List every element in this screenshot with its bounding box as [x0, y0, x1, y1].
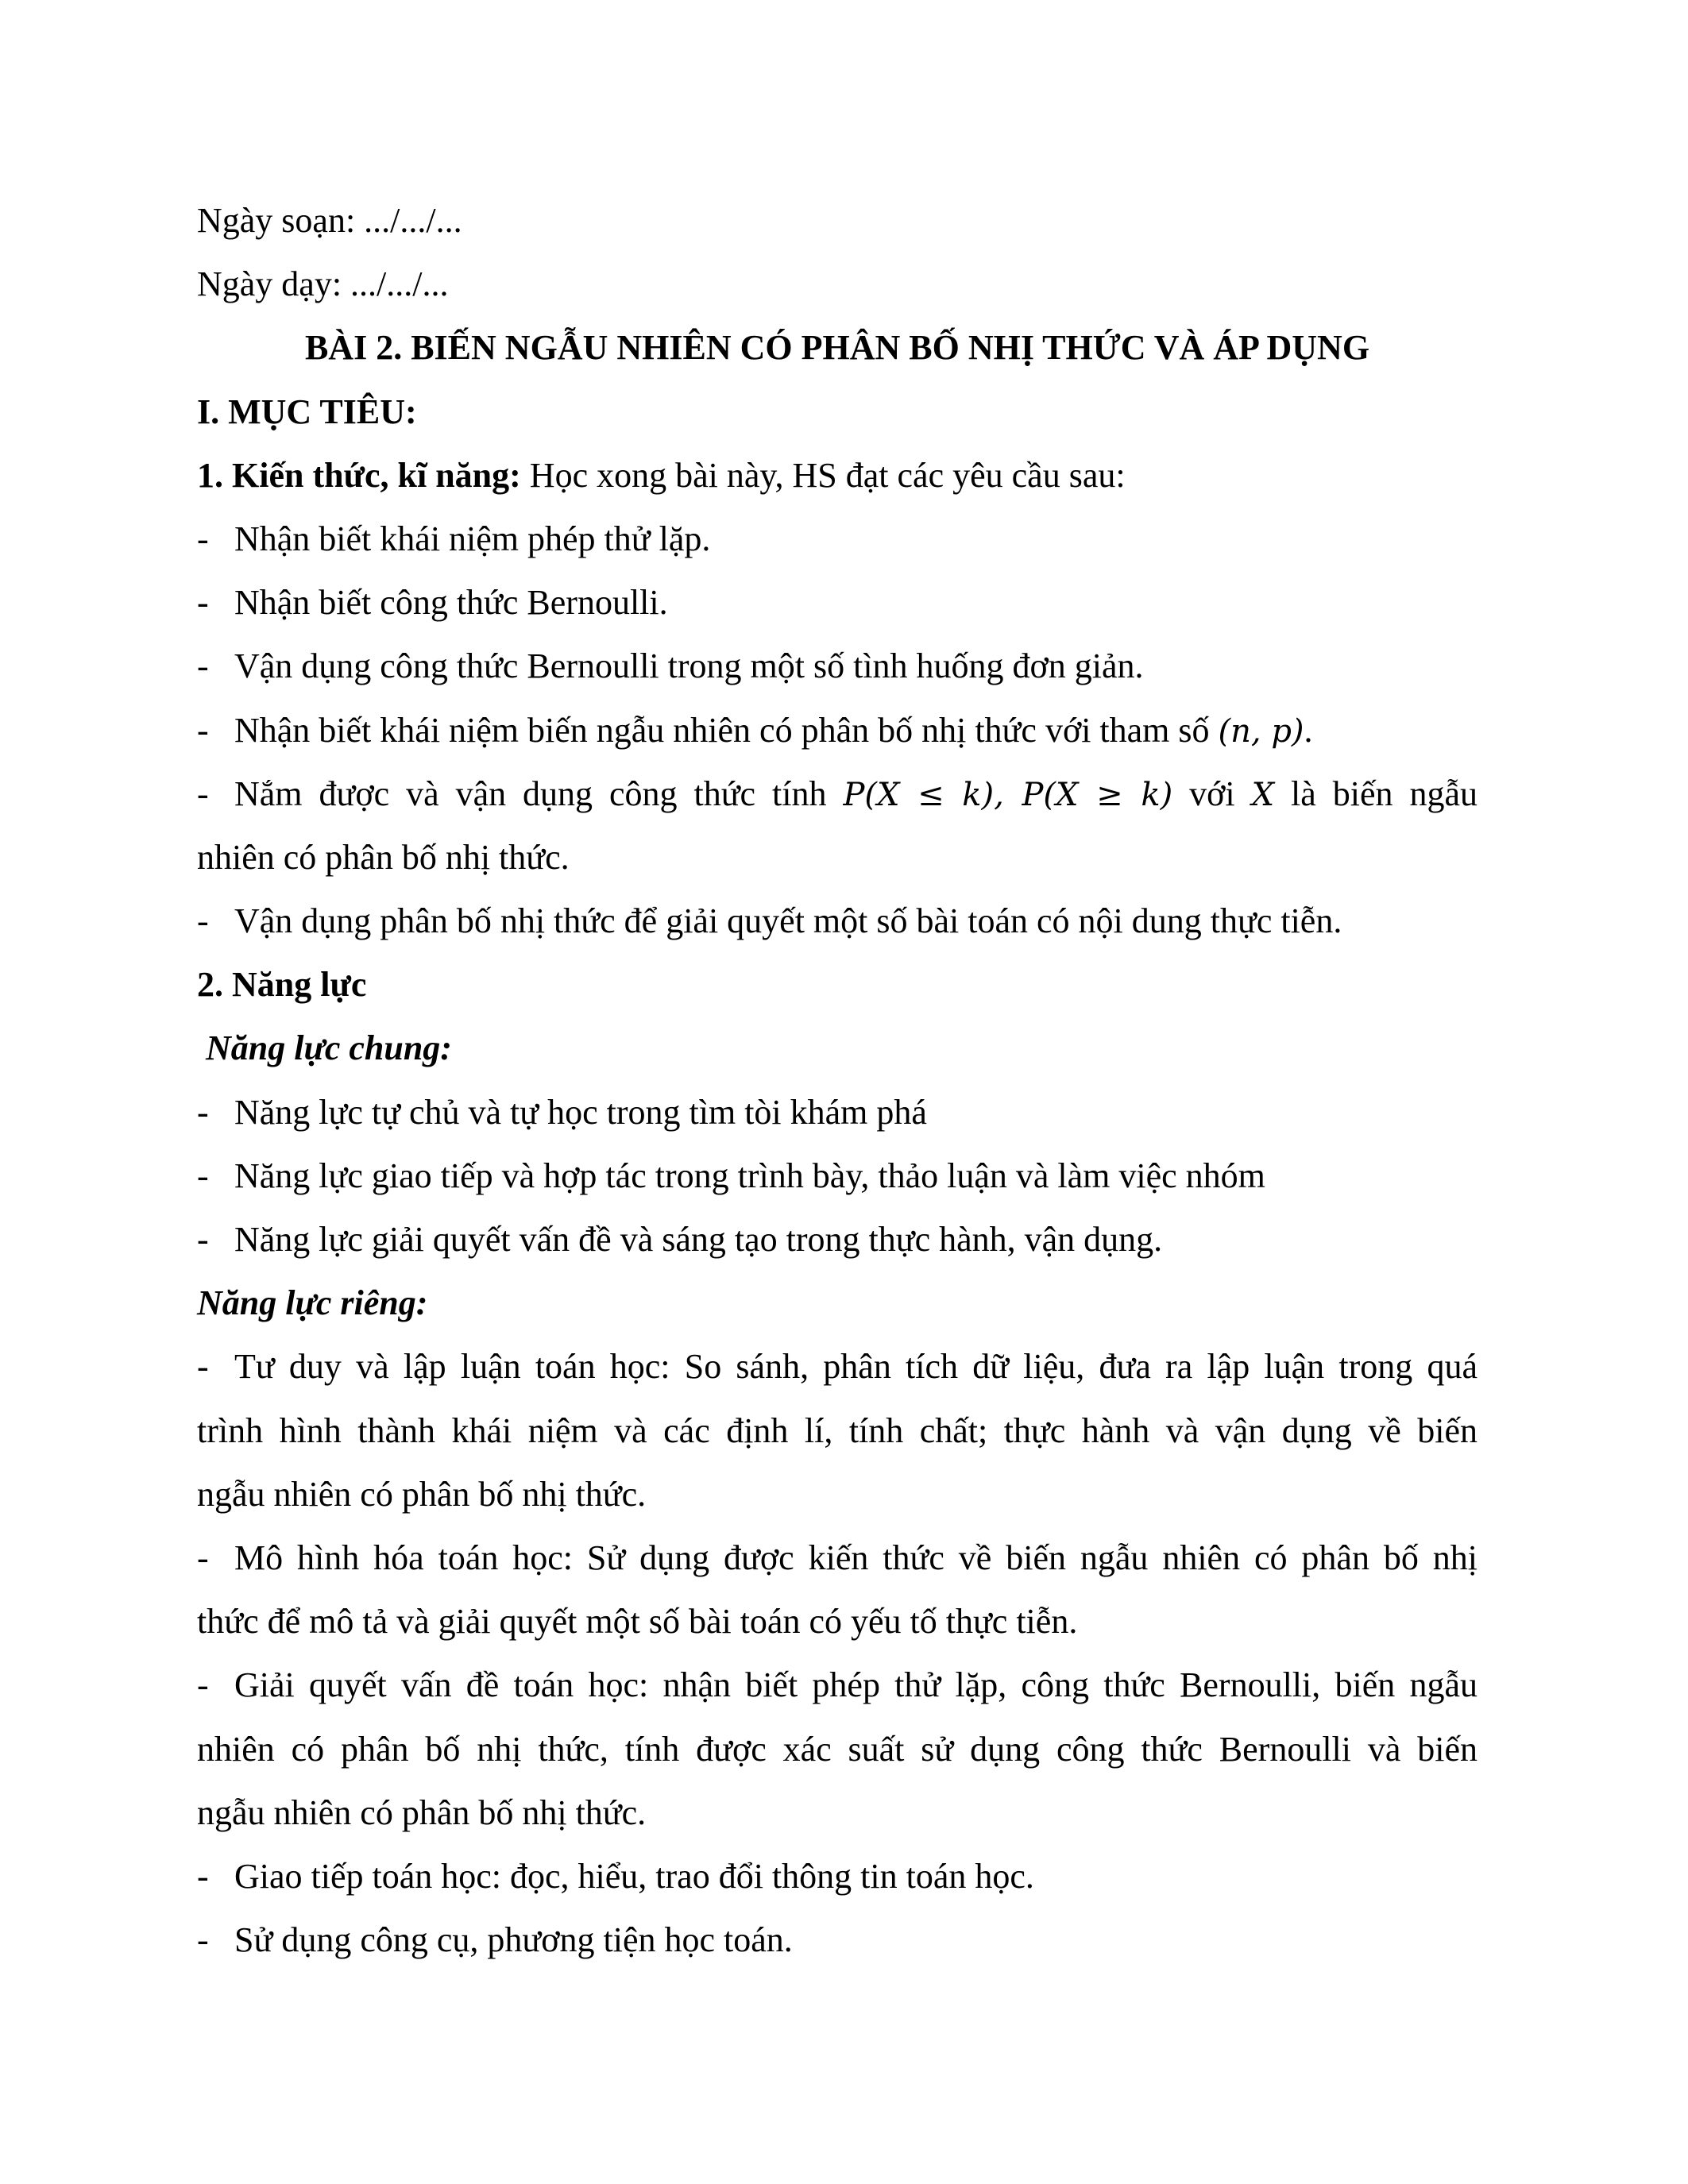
bullet-item: - Giải quyết vấn đề toán học: nhận biết phép thử lặp, công thức Bernoulli, biến ngẫu: [197, 1665, 1477, 1705]
bullet-item: - Năng lực tự chủ và tự học trong tìm tòi khám phá: [197, 1092, 927, 1132]
bullet-continuation: nhiên có phân bố nhị thức, tính được xác suất sử dụng công thức Bernoulli và biến: [197, 1729, 1477, 1769]
math-expression: P(X ≤ k), P(X ≥ k): [843, 776, 1173, 813]
document-page: [197, 189, 1477, 1972]
section-heading-objectives: I. MỤC TIÊU:: [197, 392, 417, 431]
bullet-continuation: ngẫu nhiên có phân bố nhị thức.: [197, 1474, 647, 1514]
bullet-item: - Giao tiếp toán học: đọc, hiểu, trao đổi thông tin toán học.: [197, 1856, 1034, 1896]
general-competencies-label: Năng lực chung:: [206, 1028, 452, 1068]
subsection-label: 1. Kiến thức, kĩ năng:: [197, 455, 521, 495]
bullet-item: - Nắm được và vận dụng công thức tính P(X ≤ k), P(X ≥ k) với X là biến ngẫu: [197, 774, 1477, 813]
bullet-continuation: trình hình thành khái niệm và các định lí, tính chất; thực hành và vận dụng về biến: [197, 1410, 1477, 1450]
subsection-competencies: 2. Năng lực: [197, 965, 367, 1005]
bullet-item: - Năng lực giao tiếp và hợp tác trong trình bày, thảo luận và làm việc nhóm: [197, 1156, 1265, 1195]
bullet-continuation: thức để mô tả và giải quyết một số bài toán có yếu tố thực tiễn.: [197, 1602, 1078, 1642]
bullet-item: - Tư duy và lập luận toán học: So sánh, phân tích dữ liệu, đưa ra lập luận trong quá: [197, 1347, 1477, 1387]
date-prepared: Ngày soạn: .../.../...: [197, 201, 462, 240]
subsection-text: Học xong bài này, HS đạt các yêu cầu sau:: [520, 455, 1126, 495]
date-taught: Ngày dạy: .../.../...: [197, 264, 449, 304]
lesson-title: BÀI 2. BIẾN NGẪU NHIÊN CÓ PHÂN BỐ NHỊ THỨC VÀ ÁP DỤNG: [304, 328, 1370, 368]
bullet-continuation: ngẫu nhiên có phân bố nhị thức.: [197, 1792, 647, 1832]
bullet-item: - Năng lực giải quyết vấn đề và sáng tạo trong thực hành, vận dụng.: [197, 1220, 1163, 1259]
bullet-item: - Vận dụng công thức Bernoulli trong một số tình huống đơn giản.: [197, 646, 1144, 686]
math-variable: X: [1251, 776, 1275, 813]
bullet-item: - Vận dụng phân bố nhị thức để giải quyết một số bài toán có nội dung thực tiễn.: [197, 901, 1342, 941]
math-expression: (n, p): [1218, 712, 1304, 750]
bullet-item: - Nhận biết khái niệm phép thử lặp.: [197, 519, 711, 558]
bullet-item: - Sử dụng công cụ, phương tiện học toán.: [197, 1920, 793, 1960]
bullet-item: - Mô hình hóa toán học: Sử dụng được kiến thức về biến ngẫu nhiên có phân bố nhị: [197, 1538, 1477, 1577]
bullet-continuation: nhiên có phân bố nhị thức.: [197, 837, 570, 877]
specific-competencies-label: Năng lực riêng:: [197, 1283, 428, 1323]
subsection-knowledge: [197, 444, 1477, 507]
bullet-item: - Nhận biết công thức Bernoulli.: [197, 583, 668, 623]
bullet-item: - Nhận biết khái niệm biến ngẫu nhiên có phân bố nhị thức với tham số (n, p).: [197, 710, 1313, 750]
